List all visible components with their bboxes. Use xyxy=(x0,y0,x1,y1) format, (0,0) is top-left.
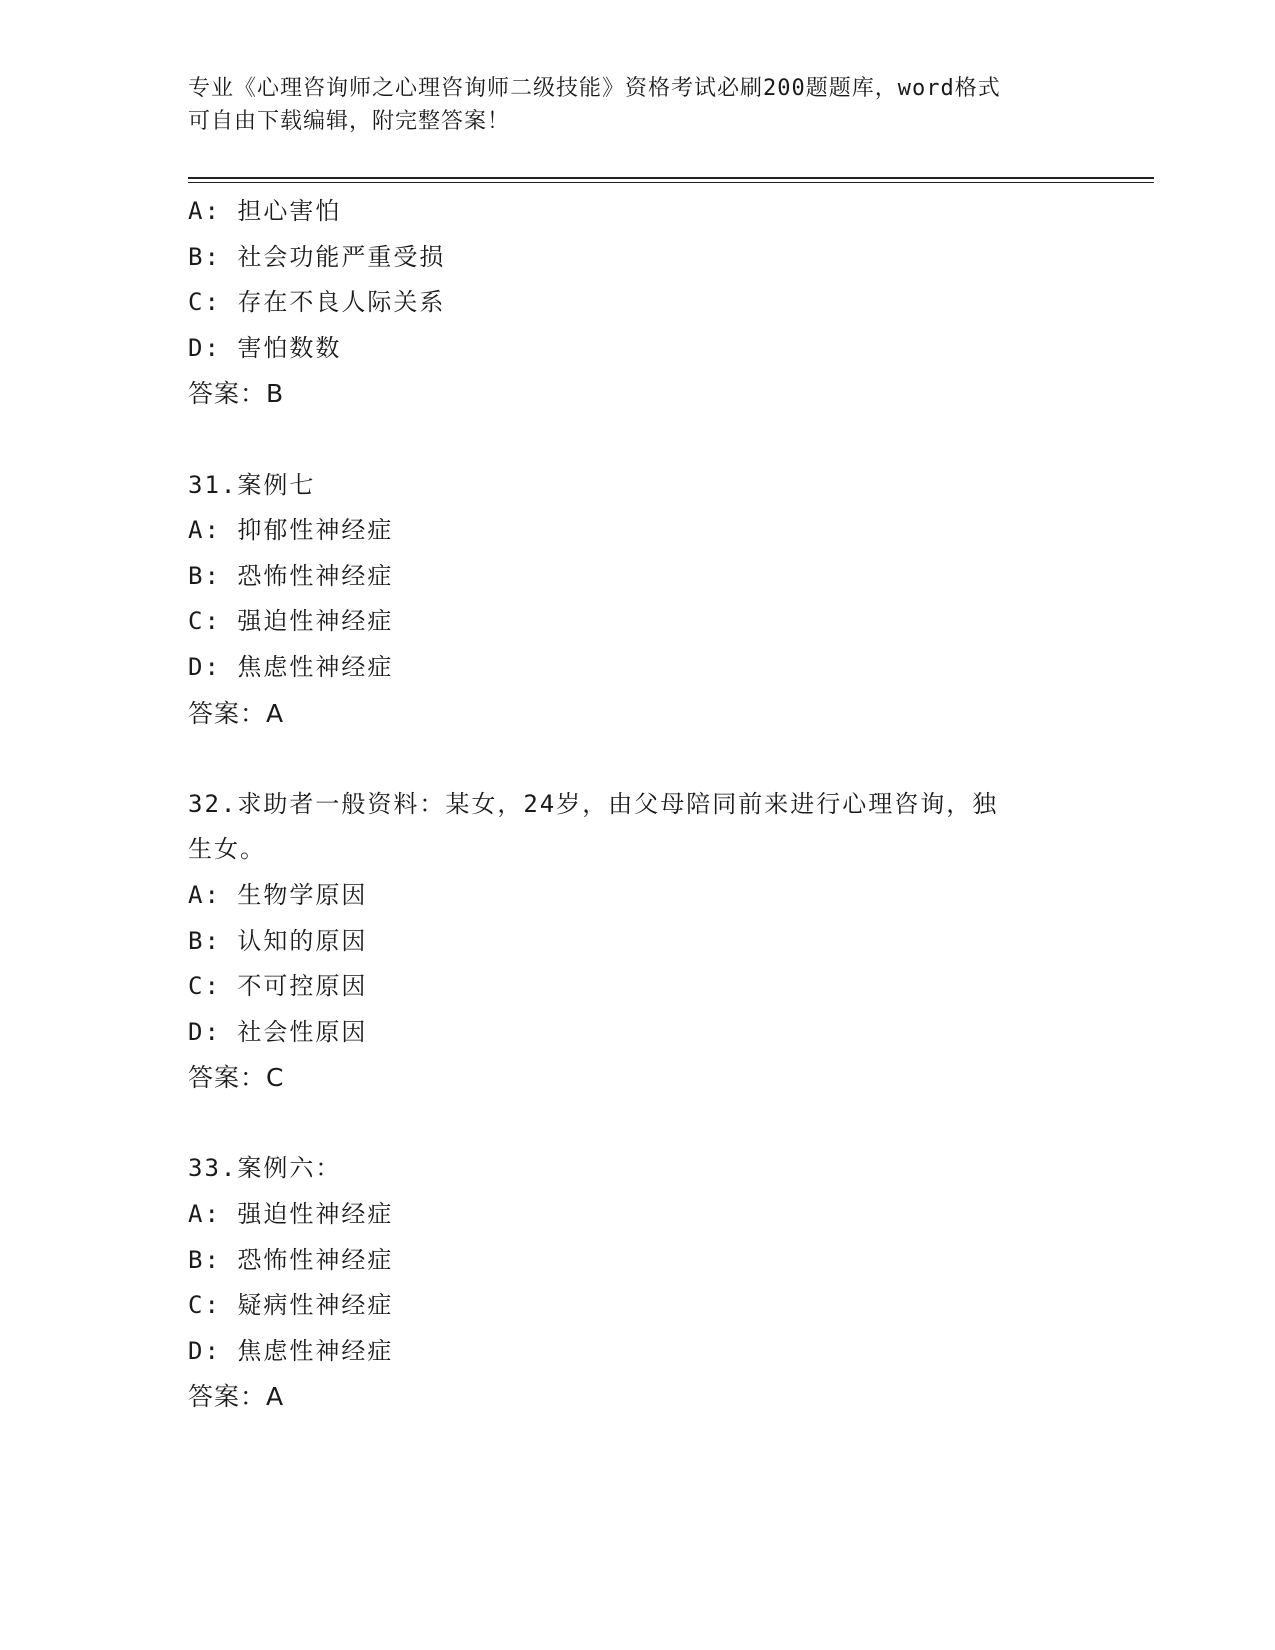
question-block-33 xyxy=(188,1146,1088,1420)
option-a: A: 强迫性神经症 xyxy=(188,1200,394,1229)
document-header xyxy=(188,72,1088,138)
question-block-32 xyxy=(188,782,1088,1101)
question-block-31 xyxy=(188,463,1088,737)
option-c: C: 存在不良人际关系 xyxy=(188,288,446,317)
option-a: A: 生物学原因 xyxy=(188,880,368,909)
question-stem: 31.案例七 xyxy=(188,470,316,499)
header-divider-thin xyxy=(188,182,1154,183)
question-block-prev xyxy=(188,189,1088,417)
option-a: A: 担心害怕 xyxy=(188,197,342,225)
option-d: D: 焦虑性神经症 xyxy=(188,652,394,681)
header-divider xyxy=(188,177,1154,179)
question-stem: 33.案例六： xyxy=(188,1154,342,1183)
option-b: B: 恐怖性神经症 xyxy=(188,1245,394,1274)
header-line-1: 专业《心理咨询师之心理咨询师二级技能》资格考试必刷200题题库，word格式 xyxy=(188,76,1001,101)
answer-text: 答案：C xyxy=(188,1063,285,1093)
option-d: D: 害怕数数 xyxy=(188,333,342,362)
option-c: C: 不可控原因 xyxy=(188,972,368,1001)
option-d: D: 焦虑性神经症 xyxy=(188,1336,394,1365)
header-line-2: 可自由下载编辑，附完整答案！ xyxy=(188,109,511,134)
option-a: A: 抑郁性神经症 xyxy=(188,516,394,545)
option-b: B: 恐怖性神经症 xyxy=(188,561,394,590)
option-b: B: 认知的原因 xyxy=(188,926,368,955)
answer-text: 答案：A xyxy=(188,1382,285,1412)
option-c: C: 强迫性神经症 xyxy=(188,607,394,636)
option-d: D: 社会性原因 xyxy=(188,1017,368,1046)
question-stem: 32.求助者一般资料：某女，24岁，由父母陪同前来进行心理咨询，独 xyxy=(188,789,999,818)
question-list xyxy=(188,189,1088,1420)
option-c: C: 疑病性神经症 xyxy=(188,1291,394,1320)
question-stem-continued: 生女。 xyxy=(188,835,266,864)
answer-text: 答案：A xyxy=(188,698,285,728)
answer-text: 答案：B xyxy=(188,379,285,409)
option-b: B: 社会功能严重受损 xyxy=(188,242,446,271)
